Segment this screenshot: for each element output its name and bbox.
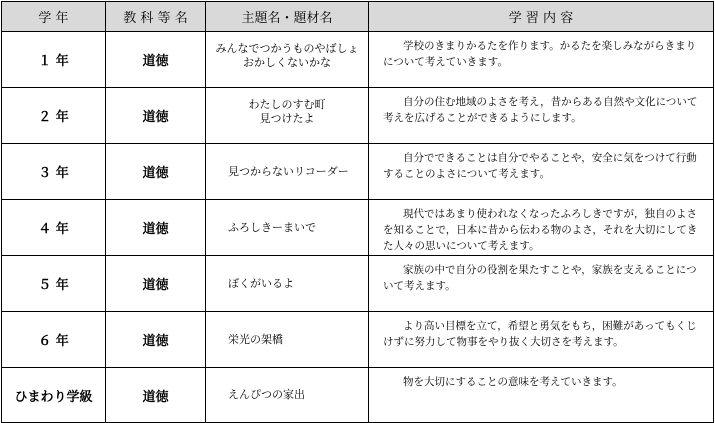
grade-cell: １ 年 bbox=[2, 32, 106, 88]
grade-cell: ５ 年 bbox=[2, 256, 106, 312]
topic-cell: ふろしきーまいで bbox=[206, 200, 369, 256]
content-text: 物を大切にすることの意味を考えていきます。 bbox=[403, 376, 623, 388]
grade-cell: ２ 年 bbox=[2, 88, 106, 144]
subject-cell: 道徳 bbox=[106, 32, 206, 88]
table-row bbox=[2, 200, 714, 256]
header-topic: 主題名・題材名 bbox=[206, 2, 369, 32]
content-text: 学校のきまりかるたを作ります。かるたを楽しみながらきまりについて考えていきます。 bbox=[383, 40, 697, 68]
table-row bbox=[2, 144, 714, 200]
topic-cell: ぼくがいるよ bbox=[206, 256, 369, 312]
content-cell bbox=[369, 312, 714, 368]
subject-cell: 道徳 bbox=[106, 312, 206, 368]
subject-cell: 道徳 bbox=[106, 368, 206, 423]
topic-line: みんなでつかうものやばしょ bbox=[215, 42, 359, 55]
grade-cell: ３ 年 bbox=[2, 144, 106, 200]
header-grade: 学 年 bbox=[2, 2, 106, 32]
content-text: 自分の住む地域のよさを考え，昔からある自然や文化について考えを広げることができるようにします。 bbox=[383, 96, 698, 124]
study-plan-table bbox=[1, 1, 714, 423]
subject-cell: 道徳 bbox=[106, 144, 206, 200]
content-cell bbox=[369, 200, 714, 256]
table-row bbox=[2, 32, 714, 88]
subject-cell: 道徳 bbox=[106, 88, 206, 144]
topic-line: わたしのすむ町 bbox=[248, 98, 326, 111]
grade-cell: ６ 年 bbox=[2, 312, 106, 368]
topic-cell: 栄光の架橋 bbox=[206, 312, 369, 368]
content-cell bbox=[369, 88, 714, 144]
header-subject: 教 科 等 名 bbox=[106, 2, 206, 32]
subject-cell: 道徳 bbox=[106, 256, 206, 312]
table-row bbox=[2, 88, 714, 144]
content-text: より高い目標を立て，希望と勇気をもち，困難があってもくじけずに努力して物事をやり抜く大切さを考えます。 bbox=[383, 320, 697, 348]
topic-cell bbox=[206, 88, 369, 144]
topic-line: 見つけたよ bbox=[259, 112, 315, 125]
content-cell bbox=[369, 32, 714, 88]
content-cell bbox=[369, 144, 714, 200]
content-text: 現代ではあまり使われなくなったふろしきですが，独自のよさを知ることで，日本に昔から伝わる物のよさ，それを大切にしてきた人々の思いについて考えます。 bbox=[383, 208, 698, 252]
topic-line: おかしくないかな bbox=[243, 56, 331, 69]
content-text: 自分でできることは自分でやることや，安全に気をつけて行動することのよさについて考えます。 bbox=[383, 152, 697, 180]
header-row bbox=[2, 2, 714, 32]
table-row bbox=[2, 312, 714, 368]
grade-cell: ４ 年 bbox=[2, 200, 106, 256]
table-row bbox=[2, 256, 714, 312]
content-cell bbox=[369, 368, 714, 423]
topic-cell: 見つからないリコーダー bbox=[206, 144, 369, 200]
topic-cell: えんぴつの家出 bbox=[206, 368, 369, 423]
grade-cell: ひまわり学級 bbox=[2, 368, 106, 423]
topic-cell bbox=[206, 32, 369, 88]
subject-cell: 道徳 bbox=[106, 200, 206, 256]
content-cell bbox=[369, 256, 714, 312]
table-row bbox=[2, 368, 714, 423]
content-text: 家族の中で自分の役割を果たすことや，家族を支えることについて考えます。 bbox=[383, 264, 697, 292]
header-content: 学 習 内 容 bbox=[369, 2, 714, 32]
